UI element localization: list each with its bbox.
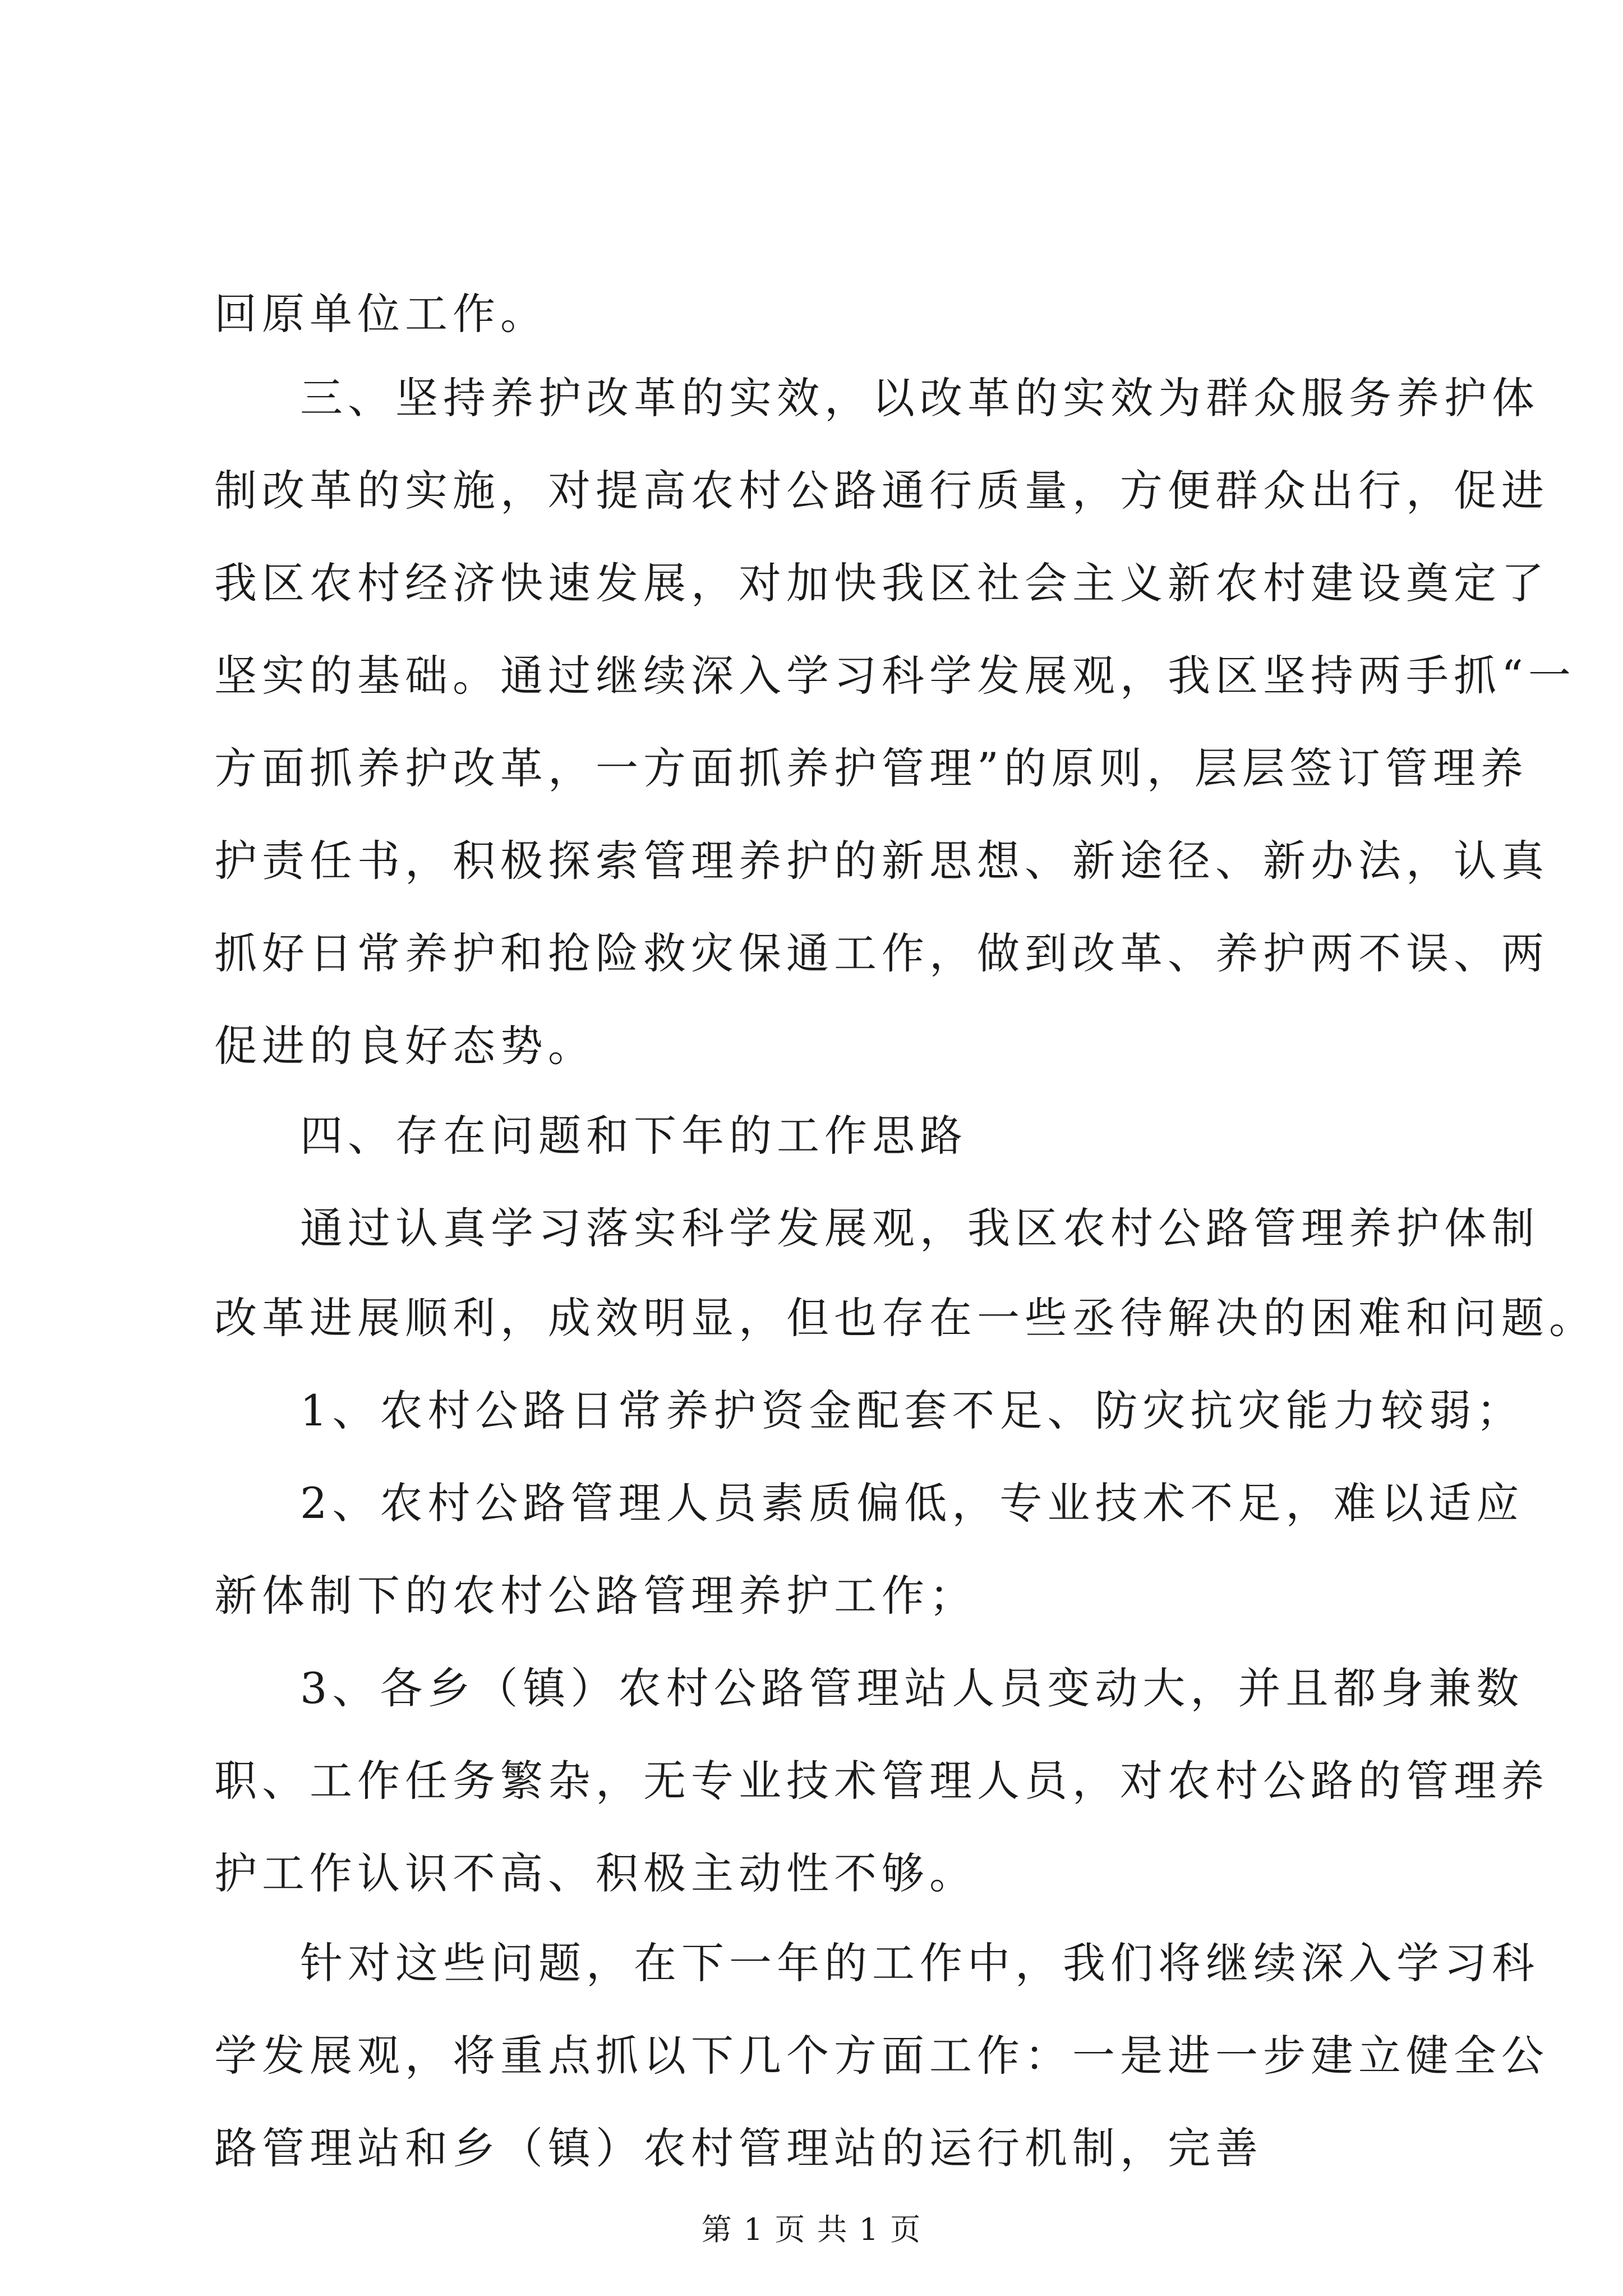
text-line-5: 坚实的基础。通过继续深入学习科学发展观，我区坚持两手抓“一 [214, 651, 1576, 701]
section-heading-4: 四、存在问题和下年的工作思路 [300, 1111, 967, 1161]
text-line-8: 抓好日常养护和抢险救灾保通工作，做到改革、养护两不误、两 [214, 928, 1549, 978]
text-line-20: 学发展观，将重点抓以下几个方面工作：一是进一步建立健全公 [214, 2031, 1549, 2081]
text-line-17: 职、工作任务繁杂，无专业技术管理人员，对农村公路的管理养 [214, 1756, 1549, 1806]
text-line-7: 护责任书，积极探索管理养护的新思想、新途径、新办法，认真 [214, 836, 1549, 886]
text-line-19: 针对这些问题，在下一年的工作中，我们将继续深入学习科 [300, 1938, 1539, 1988]
text-line-15: 新体制下的农村公路管理养护工作； [214, 1571, 977, 1621]
page-number-footer: 第 1 页 共 1 页 [701, 2212, 922, 2247]
list-item-1: 1、农村公路日常养护资金配套不足、防灾抗灾能力较弱； [300, 1386, 1524, 1435]
text-line-6: 方面抓养护改革，一方面抓养护管理”的原则，层层签订管理养 [214, 743, 1528, 793]
text-line-12: 改革进展顺利，成效明显，但也存在一些丞待解决的困难和问题。 [214, 1293, 1597, 1343]
text-line-1: 回原单位工作。 [214, 289, 548, 339]
text-line-3: 制改革的实施，对提高农村公路通行质量，方便群众出行，促进 [214, 466, 1549, 516]
text-line-11: 通过认真学习落实科学发展观，我区农村公路管理养护体制 [300, 1203, 1539, 1253]
list-item-2: 2、农村公路管理人员素质偏低，专业技术不足，难以适应 [300, 1478, 1524, 1528]
section-heading-3: 三、坚持养护改革的实效，以改革的实效为群众服务养护体 [300, 373, 1539, 423]
text-line-18: 护工作认识不高、积极主动性不够。 [214, 1848, 977, 1898]
list-item-3: 3、各乡（镇）农村公路管理站人员变动大，并且都身兼数 [300, 1663, 1524, 1713]
text-line-21: 路管理站和乡（镇）农村管理站的运行机制，完善 [214, 2123, 1263, 2173]
text-line-9: 促进的良好态势。 [214, 1021, 596, 1071]
text-line-4: 我区农村经济快速发展，对加快我区社会主义新农村建设奠定了 [214, 558, 1549, 608]
